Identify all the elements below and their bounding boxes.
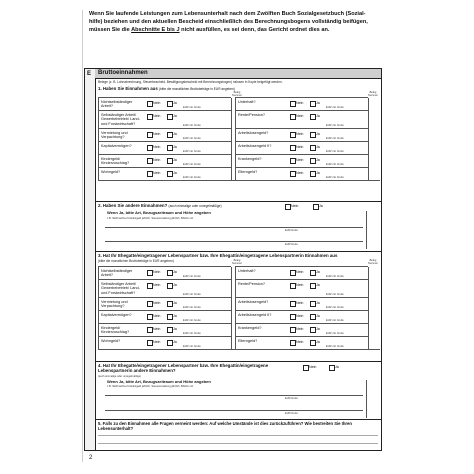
q3-hint: (bitte die monatlichen Bruttobeträge in EUR angeben) <box>98 259 174 263</box>
q4-beleg-divider <box>366 380 367 418</box>
q1-row-right <box>235 110 368 129</box>
q1-row-left <box>98 141 231 155</box>
q4-example: z.B. Weihnachts-/Urlaubsgeld jährlich, Steuererstattung jährlich, BAföG mtl. <box>107 385 194 388</box>
q1-amount-field[interactable]: EUR mtl. brutto <box>326 124 344 127</box>
q1-no-label: Nein <box>153 171 161 175</box>
intro-text <box>89 10 389 35</box>
q3-row-right <box>235 310 368 324</box>
q1-yes-label: Ja <box>173 114 177 118</box>
q4-hint: (auch einmalige oder unregelmäßige) <box>98 375 142 378</box>
q1-row-left <box>98 97 231 111</box>
q3-amount-field[interactable]: EUR mtl. brutto <box>326 275 344 278</box>
q4-yes-label: Ja <box>335 365 339 369</box>
q2-no-label: Nein <box>291 204 299 208</box>
q1-beleg-cell[interactable] <box>368 98 381 111</box>
q3-yes-label: Ja <box>316 301 320 305</box>
section-title: Bruttoeinnahmen <box>98 70 148 76</box>
q3-yes-label: Ja <box>173 283 177 287</box>
q1-row-left <box>98 154 231 168</box>
q5-answer-line-1[interactable] <box>98 435 378 436</box>
q2-eur-1: EUR brutto <box>285 229 298 232</box>
q1-no-label: Nein <box>296 101 304 105</box>
q1-beleg-cell[interactable] <box>368 142 381 155</box>
q1-yes-label: Ja <box>173 132 177 136</box>
q3-no-label: Nein <box>296 283 304 287</box>
q1-amount-field[interactable]: EUR mtl. brutto <box>183 163 201 166</box>
q1-row-right <box>235 141 368 155</box>
q3-yes-label: Ja <box>173 314 177 318</box>
section-note: Belege (z. B. Lohnabrechnung, Steuerbescheid, Bewilligungsbescheid mit Berechnungsbogen) müssen in Kopie beigefügt werden. <box>98 80 283 84</box>
q1-no-label: Nein <box>153 158 161 162</box>
intro-line-1: Wenn Sie laufende Leistungen zum Lebensunterhalt nach dem Zwölften Buch Sozialgesetzbuch (Sozial- <box>89 11 366 17</box>
q3-row-label: Selbständiger Arbeit/ Gewerbebetrieb/ Land- und Forstwirtschaft? <box>101 282 140 295</box>
q3-amount-field[interactable]: EUR mtl. brutto <box>183 275 201 278</box>
q1-no-label: Nein <box>296 114 304 118</box>
q3-no-label: Nein <box>153 283 161 287</box>
q1-no-label: Nein <box>296 158 304 162</box>
q3-amount-field[interactable]: EUR mtl. brutto <box>326 306 344 309</box>
q1-yes-label: Ja <box>316 132 320 136</box>
q3-row-label: Rente/Pension? <box>238 282 266 286</box>
q3-amount-field[interactable]: EUR mtl. brutto <box>183 332 201 335</box>
q1-row-label: Unterhalt? <box>238 100 256 104</box>
q3-row-label: Kapitalvermögen? <box>101 313 132 317</box>
q1-no-label: Nein <box>153 101 161 105</box>
q1-beleg-cell[interactable] <box>368 155 381 168</box>
q2-line-2[interactable] <box>105 241 363 242</box>
q5-text: 5. Falls zu den Einnahmen alle Fragen verneint werden: Auf welche Umstände ist dies zurückzuführen? Wie bestreiten Sie Ihren Lebensunterhalt? <box>98 421 352 431</box>
q1-row-label: Selbständiger Arbeit/ Gewerbebetrieb/ Land- und Forstwirtschaft? <box>101 113 140 126</box>
q4-line-1[interactable] <box>105 395 363 396</box>
q3-amount-field[interactable]: EUR mtl. brutto <box>326 332 344 335</box>
q3-no-label: Nein <box>296 314 304 318</box>
q3-row-label: Nichtselbständiger Arbeit? <box>101 269 133 278</box>
q3-yes-label: Ja <box>316 314 320 318</box>
q3-yes-label: Ja <box>173 340 177 344</box>
q3-yes-label: Ja <box>316 270 320 274</box>
q1-amount-field[interactable]: EUR mtl. brutto <box>326 150 344 153</box>
q3-yes-label: Ja <box>316 283 320 287</box>
q3-heading: 3. Hat Ihr Ehegatte/eingetragener Lebenspartner bzw. Ihre Ehegattin/eingetragene Lebenspartnerin Einnahmen aus <box>98 253 338 258</box>
q1-amount-field[interactable]: EUR mtl. brutto <box>326 106 344 109</box>
q3-row-right <box>235 336 368 350</box>
q1-yes-label: Ja <box>316 114 320 118</box>
q1-row-right <box>235 154 368 168</box>
q1-row-label: Nichtselbständiger Arbeit? <box>101 100 133 109</box>
q1-row-left <box>98 110 231 129</box>
q3-no-label: Nein <box>153 327 161 331</box>
q3-yes-label: Ja <box>316 327 320 331</box>
q3-grid-bottom <box>98 349 380 350</box>
q4-no-label: Nein <box>309 365 317 369</box>
intro-line-3: müssen Sie die Abschnitte E bis J nicht ausfüllen, es sei denn, das Gericht ordnet dies an. <box>89 27 330 34</box>
section-e-frame <box>84 68 382 451</box>
q1-row-right <box>235 167 368 181</box>
q2-heading: 2. Haben Sie andere Einnahmen? (auch einmalige oder unregelmäßige) <box>98 203 222 208</box>
q3-beleg-cell[interactable] <box>368 298 381 311</box>
q3-row-label: Kindergeld/ Kinderzuschlag? <box>101 326 130 335</box>
q3-row-right <box>235 323 368 337</box>
q1-no-label: Nein <box>296 132 304 136</box>
q3-row-left <box>98 323 231 337</box>
q1-row-left <box>98 128 231 142</box>
q3-yes-label: Ja <box>173 327 177 331</box>
q3-beleg-cell[interactable] <box>368 267 381 280</box>
q3-yes-label: Ja <box>173 270 177 274</box>
q3-row-label: Arbeitslosengeld? <box>238 300 269 304</box>
q1-row-label: Kindergeld/ Kinderzuschlag? <box>101 157 130 166</box>
q3-beleg-cell[interactable] <box>368 311 381 324</box>
q1-no-label: Nein <box>296 171 304 175</box>
q1-yes-label: Ja <box>173 101 177 105</box>
q5-answer-line-2[interactable] <box>98 443 378 444</box>
q1-amount-field[interactable]: EUR mtl. brutto <box>326 137 344 140</box>
q1-row-label: Elterngeld? <box>238 170 258 174</box>
q3-no-label: Nein <box>296 327 304 331</box>
q3-row-right <box>235 266 368 280</box>
q3-row-left <box>98 266 231 280</box>
q3-row-label: Unterhalt? <box>238 269 256 273</box>
q4-line-2[interactable] <box>105 410 363 411</box>
q3-beleg-left: Beleg Nummer <box>232 259 242 265</box>
q3-row-left <box>98 336 231 350</box>
q1-amount-field[interactable]: EUR mtl. brutto <box>183 124 201 127</box>
q3-row-left <box>98 310 231 324</box>
q1-yes-label: Ja <box>173 158 177 162</box>
q3-row-left <box>98 279 231 298</box>
q1-amount-field[interactable]: EUR mtl. brutto <box>183 137 201 140</box>
q1-amount-field[interactable]: EUR mtl. brutto <box>183 176 201 179</box>
q3-row-right <box>235 297 368 311</box>
q1-beleg-right: Beleg Nummer <box>368 91 378 97</box>
q1-no-label: Nein <box>153 132 161 136</box>
q3-no-label: Nein <box>153 314 161 318</box>
q3-amount-field[interactable]: EUR mtl. brutto <box>183 319 201 322</box>
q1-no-label: Nein <box>153 145 161 149</box>
q3-yes-label: Ja <box>316 340 320 344</box>
q1-yes-label: Ja <box>316 101 320 105</box>
q1-yes-label: Ja <box>316 158 320 162</box>
q1-row-left <box>98 167 231 181</box>
q2-eur-2: EUR brutto <box>285 243 298 246</box>
q1-grid-bottom <box>98 180 380 181</box>
intro-line-2: hilfe) beziehen und den aktuellen Bescheid einschließlich des Berechnungsbogens vollständig beifügen, <box>89 19 368 26</box>
q3-no-label: Nein <box>296 270 304 274</box>
q3-no-label: Nein <box>296 340 304 344</box>
q1-no-label: Nein <box>153 114 161 118</box>
q1-beleg-cell[interactable] <box>368 111 381 129</box>
q3-amount-field[interactable]: EUR mtl. brutto <box>183 345 201 348</box>
q1-no-label: Nein <box>296 145 304 149</box>
q1-row-label: Krankengeld? <box>238 157 262 161</box>
form-page <box>82 10 393 462</box>
q2-example: z.B. Weihnachts-/Urlaubsgeld jährlich, Steuererstattung jährlich, BAföG mtl. <box>107 217 194 220</box>
q3-row-label: Elterngeld? <box>238 339 258 343</box>
q3-beleg-right: Beleg Nummer <box>368 259 378 265</box>
q1-row-label: Arbeitslosengeld? <box>238 131 269 135</box>
q3-row-left <box>98 297 231 311</box>
page-number: 2 <box>89 455 93 461</box>
q3-no-label: Nein <box>153 270 161 274</box>
q3-amount-field[interactable]: EUR mtl. brutto <box>183 306 201 309</box>
q3-amount-field[interactable]: EUR mtl. brutto <box>326 319 344 322</box>
q3-no-label: Nein <box>153 340 161 344</box>
divider <box>95 419 381 420</box>
q3-row-label: Arbeitslosengeld II? <box>238 313 272 317</box>
q3-yes-label: Ja <box>173 301 177 305</box>
q1-amount-field[interactable]: EUR mtl. brutto <box>326 176 344 179</box>
q1-amount-field[interactable]: EUR mtl. brutto <box>326 163 344 166</box>
q3-row-label: Vermietung und Verpachtung? <box>101 300 128 309</box>
sections-link: Abschnitte E bis J <box>131 27 180 34</box>
q1-row-label: Vermietung und Verpachtung? <box>101 131 128 140</box>
q3-amount-field[interactable]: EUR mtl. brutto <box>326 293 344 296</box>
q1-row-label: Kapitalvermögen? <box>101 144 132 148</box>
q1-amount-field[interactable]: EUR mtl. brutto <box>183 106 201 109</box>
q1-yes-label: Ja <box>173 171 177 175</box>
section-letter: E <box>87 71 92 77</box>
section-letter-column <box>85 69 96 450</box>
q4-eur-1: EUR brutto <box>285 397 298 400</box>
q2-sub: Wenn Ja, bitte Art, Bezugszeitraum und Höhe angeben <box>107 210 211 215</box>
q1-heading: 1. Haben Sie Einnahmen aus (bitte die monatlichen Bruttobeträge in EUR angeben) <box>98 86 235 91</box>
q3-amount-field[interactable]: EUR mtl. brutto <box>326 345 344 348</box>
q3-no-label: Nein <box>153 301 161 305</box>
q1-row-label: Wohngeld? <box>101 170 121 174</box>
q1-yes-label: Ja <box>173 145 177 149</box>
q3-row-label: Wohngeld? <box>101 339 121 343</box>
q2-line-1[interactable] <box>105 227 363 228</box>
divider <box>95 201 381 202</box>
q1-beleg-left: Beleg Nummer <box>232 91 242 97</box>
q3-row-right <box>235 279 368 298</box>
q1-row-right <box>235 128 368 142</box>
q2-yes-label: Ja <box>319 204 323 208</box>
q3-row-label: Krankengeld? <box>238 326 262 330</box>
q4-heading: 4. Hat Ihr Ehegatte/eingetragener Lebenspartner bzw. Ihre Ehegattin/eingetragene Lebenspartnerin andere Einnahmen? <box>98 363 269 373</box>
q1-row-label: Rente/Pension? <box>238 113 266 117</box>
q1-yes-label: Ja <box>316 171 320 175</box>
q4-sub: Wenn Ja, bitte Art, Bezugszeitraum und Höhe angeben <box>107 379 211 384</box>
q3-beleg-cell[interactable] <box>368 324 381 337</box>
q1-beleg-cell[interactable] <box>368 129 381 142</box>
divider <box>95 251 381 252</box>
q2-beleg-divider <box>366 211 367 249</box>
q1-yes-label: Ja <box>316 145 320 149</box>
q1-row-right <box>235 97 368 111</box>
section-title-bar <box>95 69 381 79</box>
q1-row-label: Arbeitslosengeld II? <box>238 144 272 148</box>
q3-beleg-cell[interactable] <box>368 280 381 298</box>
q3-no-label: Nein <box>296 301 304 305</box>
q1-amount-field[interactable]: EUR mtl. brutto <box>183 150 201 153</box>
q3-amount-field[interactable]: EUR mtl. brutto <box>183 293 201 296</box>
divider <box>95 361 381 362</box>
q4-eur-2: EUR brutto <box>285 412 298 415</box>
